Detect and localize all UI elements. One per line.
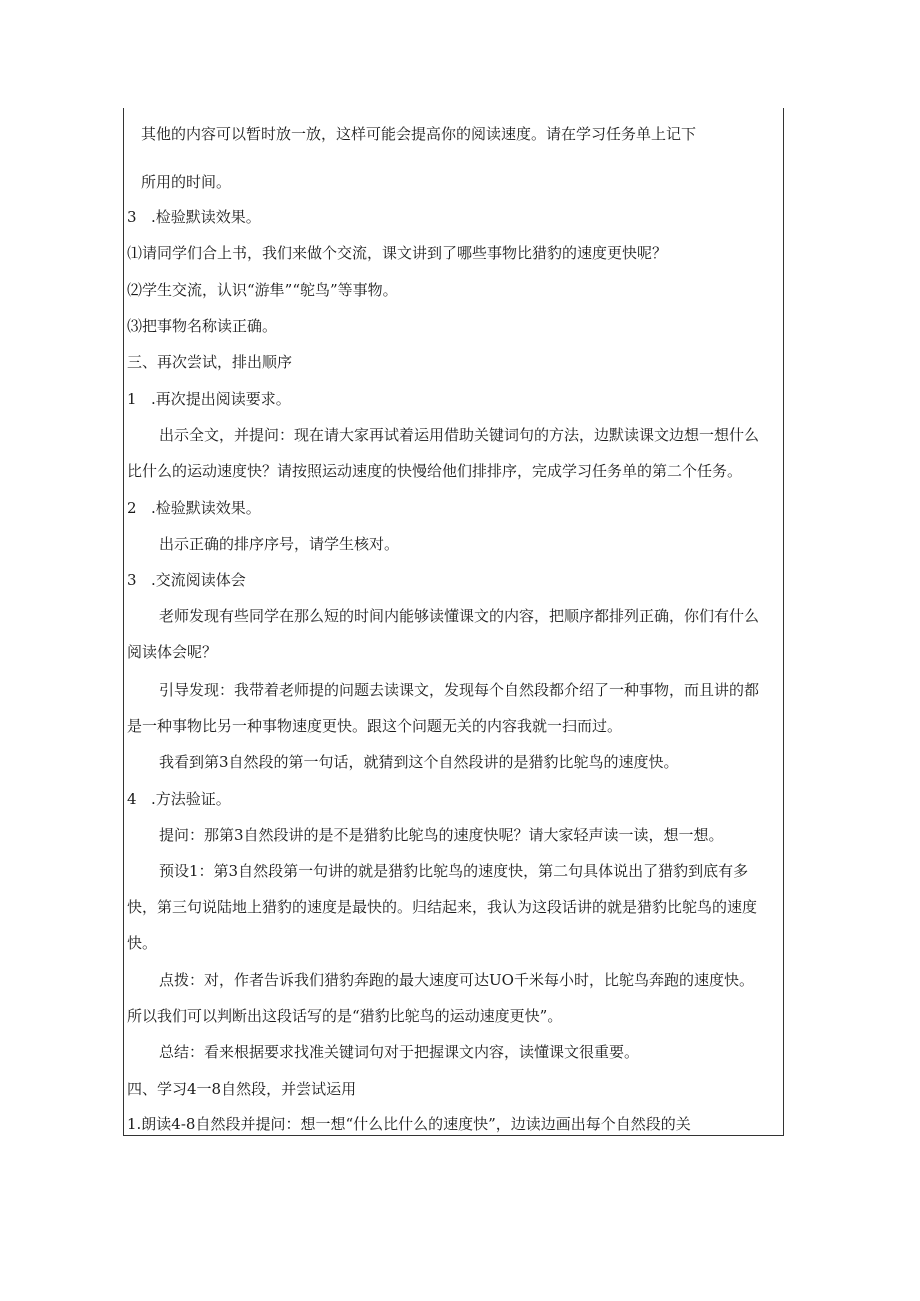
text-line: 老师发现有些同学在那么短的时间内能够读懂课文的内容，把顺序都排列正确，你们有什么: [159, 607, 760, 625]
text-line: 1.朗读4-8自然段并提问：想一想“什么比什么的速度快”，边读边画出每个自然段的关: [127, 1115, 691, 1133]
text-line: 预设1：第3自然段第一句讲的就是猎豹比鸵鸟的速度快，第二句具体说出了猎豹到底有多: [159, 862, 749, 880]
text-line: 其他的内容可以暂时放一放，这样可能会提高你的阅读速度。请在学习任务单上记下: [141, 125, 697, 143]
section-heading: 三、再次尝试，排出顺序: [127, 353, 293, 371]
text-line: 快。: [127, 934, 158, 952]
text-line: ⑵学生交流，认识“游隼”“鸵鸟”等事物。: [127, 281, 398, 299]
step-heading: 1 .再次提出阅读要求。: [127, 390, 291, 408]
step-heading: 2 .检验默读效果。: [127, 499, 261, 517]
text-line: 引导发现：我带着老师提的问题去读课文，发现每个自然段都介绍了一种事物，而且讲的都: [159, 681, 760, 699]
text-line: ⑴请同学们合上书，我们来做个交流，课文讲到了哪些事物比猎豹的速度更快呢？: [127, 244, 668, 262]
section-heading: 四、学习4一8自然段，并尝试运用: [127, 1080, 357, 1098]
text-line: ⑶把事物名称读正确。: [127, 317, 278, 335]
text-line: 阅读体会呢？: [127, 643, 218, 661]
step-heading: 4 .方法验证。: [127, 790, 231, 808]
step-heading: 3 .检验默读效果。: [127, 208, 261, 226]
text-line: 总结：看来根据要求找准关键词句对于把握课文内容，读懂课文很重要。: [159, 1043, 640, 1061]
text-line: 是一种事物比另一种事物速度更快。跟这个问题无关的内容我就一扫而过。: [127, 717, 623, 735]
text-line: 点拨：对，作者告诉我们猎豹奔跑的最大速度可达UO千米每小时，比鸵鸟奔跑的速度快。: [159, 971, 754, 989]
text-line: 提问：那第3自然段讲的是不是猎豹比鸵鸟的速度快呢？请大家轻声读一读，想一想。: [159, 826, 724, 844]
text-line: 出示全文，并提问：现在请大家再试着运用借助关键词句的方法，边默读课文边想一想什么: [159, 426, 760, 444]
text-line: 所以我们可以判断出这段话写的是“猎豹比鸵鸟的运动速度更快”。: [127, 1007, 563, 1025]
text-line: 出示正确的排序序号，请学生核对。: [159, 535, 400, 553]
step-heading: 3 .交流阅读体会: [127, 571, 246, 589]
text-line: 比什么的运动速度快？请按照运动速度的快慢给他们排排序，完成学习任务单的第二个任务。: [127, 462, 743, 480]
text-line: 所用的时间。: [141, 173, 232, 191]
text-line: 快，第三句说陆地上猎豹的速度是最快的。归结起来，我认为这段话讲的就是猎豹比鸵鸟的速度: [127, 898, 758, 916]
text-line: 我看到第3自然段的第一句话，就猜到这个自然段讲的是猎豹比鸵鸟的速度快。: [159, 753, 679, 771]
